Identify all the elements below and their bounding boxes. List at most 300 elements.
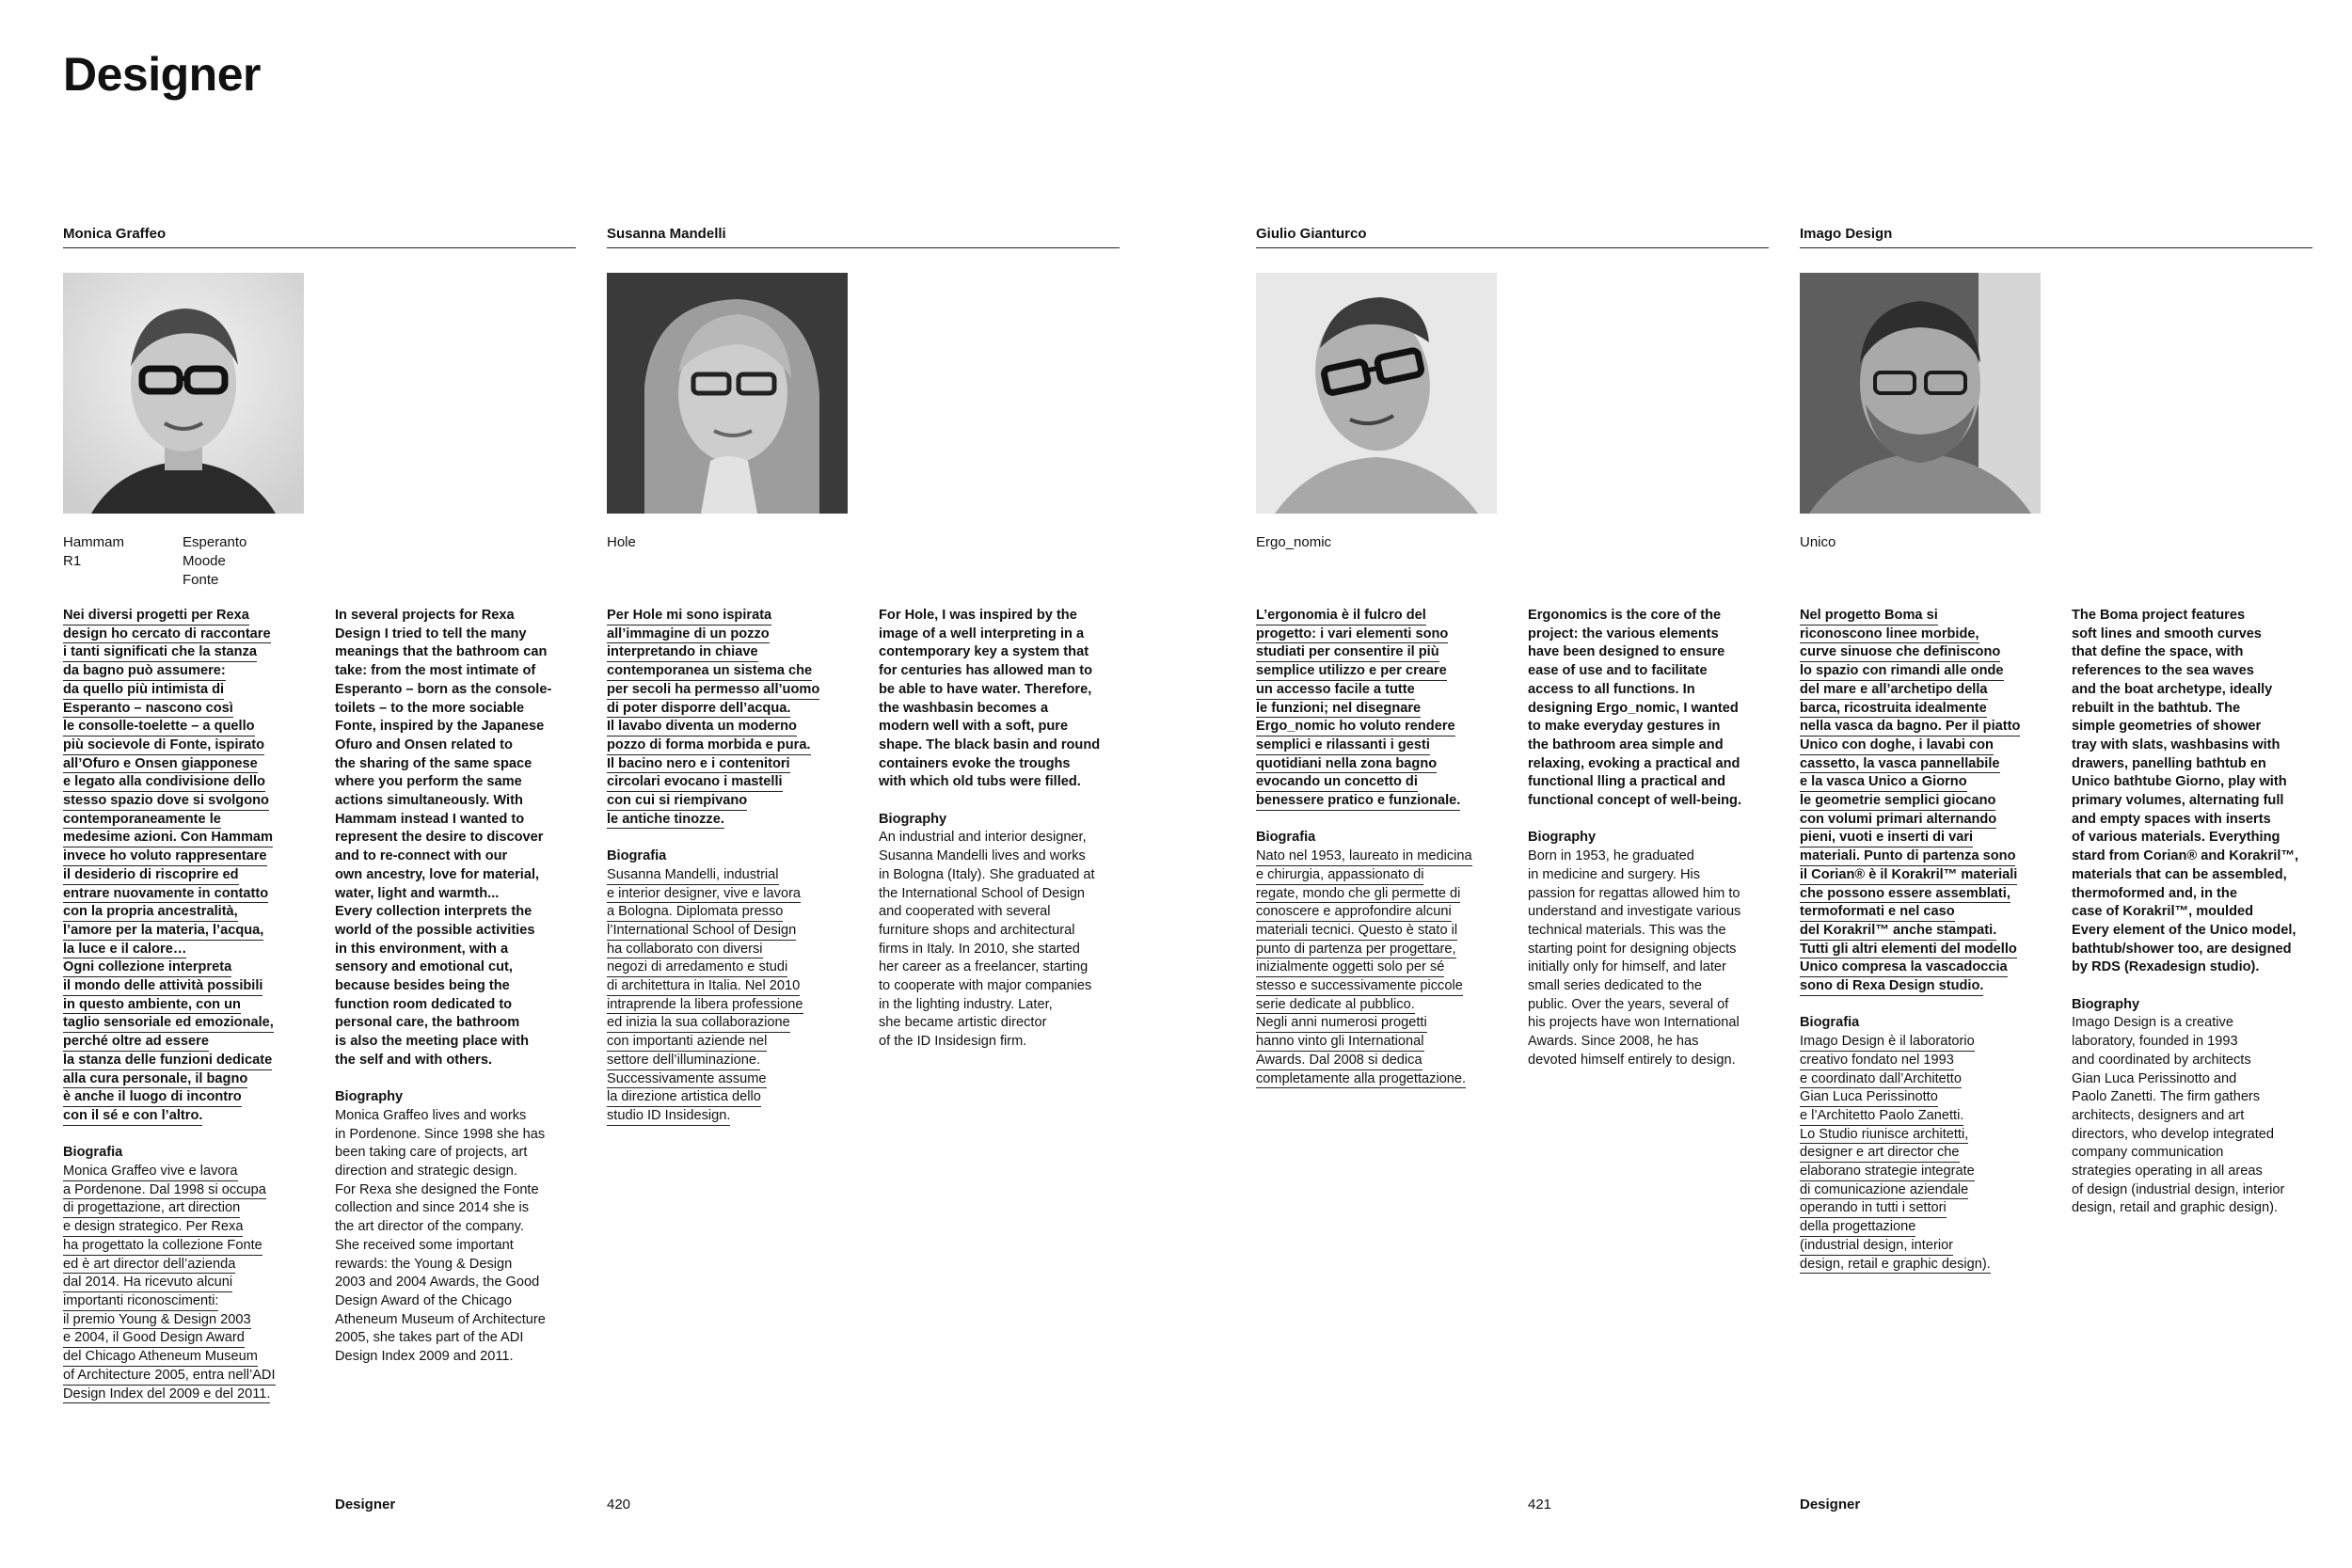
body-line (335, 866, 584, 885)
biography-line (607, 996, 856, 1015)
product-list (1256, 533, 1331, 552)
body-line-text: and the boat archetype, ideally (2072, 681, 2273, 697)
biography-line (1528, 1033, 1777, 1052)
body-line (335, 736, 584, 755)
biography-line (879, 996, 1128, 1015)
biography-line-text: Lo Studio riunisce architetti, (1800, 1126, 1968, 1145)
biography-line-text: intraprende la libera professione (607, 996, 803, 1015)
body-line-text: represent the desire to discover (335, 830, 544, 846)
body-line-text: personal care, the bathroom (335, 1015, 520, 1031)
body-line (2072, 792, 2321, 811)
body-line (335, 1014, 584, 1033)
body-line-text: have been designed to ensure (1528, 644, 1725, 660)
biography-line (335, 1348, 584, 1367)
body-line-text: Il bacino nero e i contenitori (607, 755, 790, 774)
biography-line (1256, 1070, 1505, 1089)
body-line-text: che possono essere assemblati, (1800, 885, 2010, 904)
body-line (1800, 773, 2049, 792)
biography-line-text: ed è art director dell’azienda (63, 1256, 235, 1275)
biography-line-text: a Bologna. Diplomata presso (607, 903, 783, 922)
biography-line-text: She received some important (335, 1237, 514, 1253)
biography-line-text: negozi di arredamento e studi (607, 958, 787, 977)
biography-line-text: the art director of the company. (335, 1219, 524, 1235)
body-line (63, 1052, 312, 1070)
biography-line (607, 866, 856, 885)
biography-line-text: direction and strategic design. (335, 1164, 517, 1180)
body-line (335, 847, 584, 866)
body-line-text: to make everyday gestures in (1528, 719, 1721, 735)
body-line (63, 736, 312, 755)
body-line (1800, 700, 2049, 719)
body-line-text: Unico con doghe, i lavabi con (1800, 736, 1994, 755)
biography-line-text: della progettazione (1800, 1218, 1915, 1237)
body-line-text: and to re-connect with our (335, 848, 508, 864)
body-line-text: image of a well interpreting in a (879, 626, 1085, 641)
product-column (63, 533, 183, 571)
body-line (1528, 681, 1777, 700)
body-line-text: in this environment, with a (335, 941, 509, 957)
biography-line (335, 1107, 584, 1126)
biography-line-text: Gian Luca Perissinotto and (2072, 1070, 2237, 1086)
product-list (1800, 533, 1836, 552)
body-line-text: contemporaneamente le (63, 811, 221, 830)
biography-line (335, 1329, 584, 1348)
body-line (63, 885, 312, 904)
biography-heading: Biography (2072, 996, 2140, 1012)
body-line (1528, 626, 1777, 644)
biography-heading: Biografia (1256, 830, 1316, 846)
body-line-text: because besides being the (335, 978, 510, 994)
body-line (63, 811, 312, 830)
biography-line (1528, 1014, 1777, 1033)
body-line-text: con volumi primari alternando (1800, 811, 1996, 830)
biography-line-text: in Bologna (Italy). She graduated at (879, 866, 1095, 882)
body-line-text: shape. The black basin and round (879, 736, 1101, 752)
body-line-text: world of the possible activities (335, 922, 535, 938)
body-line-text: case of Korakril™, moulded (2072, 904, 2254, 920)
body-line (2072, 829, 2321, 847)
biography-line-text: in Pordenone. Since 1998 she has (335, 1126, 546, 1142)
product-name: Esperanto (183, 534, 247, 550)
biography-line-text: Design Award of the Chicago (335, 1293, 512, 1308)
biography-line (879, 1014, 1128, 1033)
biography-line (63, 1163, 312, 1181)
body-line-text: references to the sea waves (2072, 663, 2254, 679)
biography-line-text: in the lighting industry. Later, (879, 996, 1053, 1012)
page-title: Designer (63, 48, 261, 101)
body-line-text: perché oltre ad essere (63, 1033, 209, 1052)
body-line-text: l’amore per la materia, l’acqua, (63, 922, 263, 941)
designer-photo (607, 273, 848, 514)
body-line-text: functional concept of well-being. (1528, 793, 1742, 809)
biography-line (2072, 1014, 2321, 1033)
body-line-text: il desiderio di riscoprire ed (63, 866, 239, 885)
body-line (335, 626, 584, 644)
biography-heading: Biografia (63, 1145, 123, 1161)
biography-line-text: Awards. Since 2008, he has (1528, 1034, 1699, 1050)
body-line (63, 903, 312, 922)
english-text-column (335, 607, 584, 1367)
biography-line (1800, 1070, 2049, 1089)
body-line (2072, 700, 2321, 719)
biography-line-text: rewards: the Young & Design (335, 1256, 513, 1272)
body-line (63, 1014, 312, 1033)
body-line (335, 792, 584, 811)
designer-photo (1800, 273, 2041, 514)
body-line-text: soft lines and smooth curves (2072, 626, 2262, 641)
biography-line-text: of Architecture 2005, entra nell’ADI (63, 1367, 276, 1386)
body-line (1528, 662, 1777, 681)
biography-line-text: hanno vinto gli International (1256, 1033, 1424, 1052)
biography-line (1528, 903, 1777, 922)
body-line (335, 958, 584, 977)
body-line (335, 922, 584, 941)
biography-line (2072, 1181, 2321, 1200)
body-line-text: semplice utilizzo e per creare (1256, 662, 1447, 681)
biography-line (1256, 977, 1505, 996)
biography-heading: Biografia (607, 848, 667, 864)
body-line-text: progetto: i vari elementi sono (1256, 626, 1448, 644)
body-line-text: con il sé e con l’altro. (63, 1107, 202, 1126)
body-line-text: Per Hole mi sono ispirata (607, 607, 771, 626)
biography-line-text: An industrial and interior designer, (879, 830, 1087, 846)
biography-line-text: regate, mondo che gli permette di (1256, 885, 1460, 904)
body-line-text: e la vasca Unico a Giorno (1800, 773, 1967, 792)
portrait-woman-icon (63, 273, 304, 514)
body-line-text: Nei diversi progetti per Rexa (63, 607, 249, 626)
body-line-text: barca, ricostruita idealmente (1800, 700, 1987, 719)
body-line (607, 792, 856, 811)
biography-line (2072, 1144, 2321, 1163)
body-line-text: stard from Corian® and Korakril™, (2072, 848, 2299, 864)
biography-line (335, 1274, 584, 1292)
biography-line (607, 903, 856, 922)
biography-line-text: il premio Young & Design 2003 (63, 1311, 251, 1330)
designer-photo (1256, 273, 1497, 514)
biography-line-text: e coordinato dall’Architetto (1800, 1070, 1962, 1089)
body-line (2072, 847, 2321, 866)
body-line-text: for centuries has allowed man to (879, 663, 1093, 679)
biography-line (879, 847, 1128, 866)
biography-line (335, 1199, 584, 1218)
biography-line-text: of the ID Insidesign firm. (879, 1034, 1027, 1050)
biography-line-text: collection and since 2014 she is (335, 1200, 530, 1216)
biography-line-text: ha collaborato con diversi (607, 941, 763, 959)
biography-line (2072, 1033, 2321, 1052)
body-line (1256, 607, 1505, 626)
product-name: Moode (183, 553, 226, 569)
body-line-text: pieni, vuoti e inserti di vari (1800, 829, 1973, 847)
body-line-text: designing Ergo_nomic, I wanted (1528, 700, 1739, 716)
body-line (2072, 643, 2321, 662)
biography-line-text: her career as a freelancer, starting (879, 959, 1089, 975)
biography-line-text: l’International School of Design (607, 922, 796, 941)
biography-line-text: Awards. Dal 2008 si dedica (1256, 1052, 1422, 1070)
biography-line (63, 1348, 312, 1367)
body-line (879, 755, 1128, 774)
body-line (1800, 922, 2049, 941)
body-line-text: water, light and warmth... (335, 885, 500, 901)
body-line-text: Esperanto – nascono così (63, 700, 233, 719)
body-line (1800, 718, 2049, 736)
body-line (607, 718, 856, 736)
biography-line-text: del Chicago Atheneum Museum (63, 1348, 258, 1367)
body-line (335, 811, 584, 830)
biography-line-text: she became artistic director (879, 1015, 1047, 1031)
body-line (2072, 626, 2321, 644)
body-line (879, 736, 1128, 755)
body-line-text: functional lling a practical and (1528, 774, 1726, 790)
biography-line-text: understand and investigate various (1528, 904, 1741, 920)
body-line-text: own ancestry, love for material, (335, 866, 540, 882)
biography-line (63, 1386, 312, 1404)
body-line (1800, 662, 2049, 681)
body-line-text: pozzo di forma morbida e pura. (607, 736, 811, 755)
body-line-text: primary volumes, alternating full (2072, 793, 2284, 809)
body-line-text: Il lavabo diventa un moderno (607, 718, 797, 736)
body-line-text: be able to have water. Therefore, (879, 681, 1092, 697)
designer-photo (63, 273, 304, 514)
body-line (63, 941, 312, 959)
body-line (2072, 773, 2321, 792)
body-line (2072, 607, 2321, 626)
body-line-text: le geometrie semplici giocano (1800, 792, 1995, 811)
body-line-text: take: from the most intimate of (335, 663, 536, 679)
body-line-text: the washbasin becomes a (879, 700, 1049, 716)
body-line-text: le funzioni; nel disegnare (1256, 700, 1421, 719)
body-line-text: la luce e il calore… (63, 941, 186, 959)
body-line (2072, 755, 2321, 774)
biography-line (1528, 847, 1777, 866)
biography-line-text: initially only for himself, and later (1528, 959, 1726, 975)
body-line-text: da quello più intimista di (63, 681, 224, 700)
body-line (335, 996, 584, 1015)
biography-line-text: directors, who develop integrated (2072, 1126, 2274, 1142)
biography-line-text: 2005, she takes part of the ADI (335, 1330, 524, 1346)
body-line-text: i tanti significati che la stanza (63, 643, 257, 662)
body-line-text: drawers, panelling bathtub en (2072, 755, 2266, 771)
body-line-text: contemporary key a system that (879, 644, 1089, 660)
biography-line (63, 1181, 312, 1200)
body-line-text: design ho cercato di raccontare (63, 626, 271, 644)
biography-line (335, 1163, 584, 1181)
designer-name: Susanna Mandelli (607, 226, 1120, 248)
body-line-text: Esperanto – born as the console- (335, 681, 552, 697)
biography-line (2072, 1088, 2321, 1107)
biography-heading: Biography (1528, 830, 1597, 846)
biography-line (335, 1181, 584, 1200)
page-number: 421 (1528, 1497, 1552, 1513)
body-line (2072, 903, 2321, 922)
body-line (1800, 847, 2049, 866)
designer-name: Monica Graffeo (63, 226, 576, 248)
body-line (2072, 958, 2321, 977)
biography-line (879, 958, 1128, 977)
biography-heading: Biography (879, 811, 947, 827)
biography-line (1800, 1199, 2049, 1218)
body-line-text: thermoformed and, in the (2072, 885, 2237, 901)
biography-line-text: Design Index 2009 and 2011. (335, 1349, 514, 1365)
body-line (879, 662, 1128, 681)
body-line (335, 755, 584, 774)
biography-line-text: Monica Graffeo vive e lavora (63, 1163, 238, 1181)
body-line-text: Ergonomics is the core of the (1528, 608, 1722, 623)
body-line (1256, 700, 1505, 719)
body-line (63, 829, 312, 847)
body-line-text: by RDS (Rexadesign studio). (2072, 959, 2260, 975)
body-line-text: simple geometries of shower (2072, 719, 2262, 735)
biography-line (2072, 1052, 2321, 1070)
body-line (335, 700, 584, 719)
biography-line-text: materiali tecnici. Questo è stato il (1256, 922, 1457, 941)
body-line-text: da bagno può assumere: (63, 662, 226, 681)
body-line (1256, 718, 1505, 736)
body-line (1800, 626, 2049, 644)
body-line-text: il Corian® è il Korakril™ materiali (1800, 866, 2017, 885)
biography-line (1800, 1107, 2049, 1126)
biography-line-text: e design strategico. Per Rexa (63, 1218, 243, 1237)
body-line (607, 607, 856, 626)
biography-line (607, 922, 856, 941)
product-name: Hole (607, 534, 636, 550)
biography-line (1256, 1033, 1505, 1052)
biography-line-text: e 2004, il Good Design Award (63, 1329, 245, 1348)
body-line (63, 718, 312, 736)
footer-section-label: Designer (335, 1497, 396, 1513)
biography-line (63, 1367, 312, 1386)
body-line (1800, 792, 2049, 811)
spacer (1528, 811, 1777, 830)
english-text-column (879, 607, 1128, 1052)
body-line (1528, 755, 1777, 774)
biography-line-text: laboratory, founded in 1993 (2072, 1034, 2238, 1050)
biography-line-text: company communication (2072, 1145, 2224, 1161)
body-line (1800, 643, 2049, 662)
biography-line (63, 1256, 312, 1275)
biography-line-text: For Rexa she designed the Fonte (335, 1181, 539, 1197)
body-line-text: Every element of the Unico model, (2072, 922, 2296, 938)
body-line (1256, 773, 1505, 792)
biography-line-text: to cooperate with major companies (879, 978, 1092, 994)
biography-line-text: designer e art director che (1800, 1144, 1960, 1163)
body-line-text: circolari evocano i mastelli (607, 773, 783, 792)
body-line (1800, 736, 2049, 755)
biography-line-text: serie dedicate al pubblico. (1256, 996, 1415, 1015)
product-list (63, 533, 246, 590)
biography-line-text: ed inizia la sua collaborazione (607, 1014, 790, 1033)
body-line-text: lo spazio con rimandi alle onde (1800, 662, 2004, 681)
body-line (335, 1033, 584, 1052)
biography-line-text: small series dedicated to the (1528, 978, 1702, 994)
italian-text-column (607, 607, 856, 1126)
biography-line-text: his projects have won International (1528, 1015, 1740, 1031)
biography-line (63, 1329, 312, 1348)
biography-line (1256, 1014, 1505, 1033)
body-line-text: meanings that the bathroom can (335, 644, 548, 660)
body-line-text: con la propria ancestralità, (63, 903, 238, 922)
biography-line (607, 885, 856, 904)
biography-line (335, 1126, 584, 1145)
body-line (1528, 643, 1777, 662)
body-line-text: cassetto, la vasca pannellabile (1800, 755, 2000, 774)
body-line-text: ease of use and to facilitate (1528, 663, 1708, 679)
body-line (1256, 792, 1505, 811)
biography-line-text: stesso e successivamente piccole (1256, 977, 1463, 996)
body-line (1800, 885, 2049, 904)
body-line (1528, 700, 1777, 719)
biography-line-text: e chirurgia, appassionato di (1256, 866, 1423, 885)
body-line (607, 736, 856, 755)
body-line-text: Hammam instead I wanted to (335, 811, 525, 827)
biography-line (1528, 996, 1777, 1015)
biography-line (1800, 1126, 2049, 1145)
biography-line (879, 1033, 1128, 1052)
biography-line (1256, 885, 1505, 904)
spacer (1800, 996, 2049, 1015)
italian-text-column (1256, 607, 1505, 1088)
body-line-text: toilets – to the more sociable (335, 700, 525, 716)
biography-line (1256, 847, 1505, 866)
body-line (879, 718, 1128, 736)
biography-line-text: studio ID Insidesign. (607, 1107, 730, 1126)
biography-line-text: Successivamente assume (607, 1070, 767, 1089)
body-line (1800, 607, 2049, 626)
body-line-text: alla cura personale, il bagno (63, 1070, 247, 1089)
biography-line (335, 1256, 584, 1275)
biography-line-text: creativo fondato nel 1993 (1800, 1052, 1954, 1070)
english-text-column (1528, 607, 1777, 1070)
body-line (2072, 885, 2321, 904)
body-line (2072, 922, 2321, 941)
biography-line (1800, 1218, 2049, 1237)
body-line (1528, 792, 1777, 811)
body-line-text: Design I tried to tell the many (335, 626, 527, 641)
body-line (607, 662, 856, 681)
body-line (63, 1070, 312, 1089)
body-line-text: function room dedicated to (335, 996, 513, 1012)
biography-line-text: Imago Design is a creative (2072, 1015, 2233, 1031)
body-line-text: bathtub/shower too, are designed (2072, 941, 2292, 957)
body-line-text: Nel progetto Boma si (1800, 607, 1938, 626)
body-line-text: and empty spaces with inserts (2072, 811, 2271, 827)
italian-text-column (1800, 607, 2049, 1274)
body-line-text: Ofuro and Onsen related to (335, 736, 513, 752)
biography-line-text: a Pordenone. Dal 1998 si occupa (63, 1181, 266, 1200)
body-line (607, 755, 856, 774)
biography-line-text: elaborano strategie integrate (1800, 1163, 1975, 1181)
body-line (607, 700, 856, 719)
body-line (63, 1107, 312, 1126)
biography-line-text: Susanna Mandelli, industrial (607, 866, 779, 885)
biography-line (2072, 1126, 2321, 1145)
biography-line (607, 977, 856, 996)
designer-name: Giulio Gianturco (1256, 226, 1769, 248)
biography-line (607, 1070, 856, 1089)
product-name: Hammam (63, 534, 125, 550)
biography-line-text: dal 2014. Ha ricevuto alcuni (63, 1274, 232, 1292)
biography-line (1256, 1052, 1505, 1070)
biography-line (879, 903, 1128, 922)
biography-line-text: Paolo Zanetti. The firm gathers (2072, 1089, 2261, 1105)
body-line (63, 1033, 312, 1052)
product-name: Fonte (183, 572, 219, 588)
product-name: Unico (1800, 534, 1836, 550)
body-line-text: that define the space, with (2072, 644, 2244, 660)
biography-line (63, 1311, 312, 1330)
body-line-text: la stanza delle funzioni dedicate (63, 1052, 272, 1070)
biography-line-text: of design (industrial design, interior (2072, 1181, 2285, 1197)
biography-line (1800, 1237, 2049, 1256)
